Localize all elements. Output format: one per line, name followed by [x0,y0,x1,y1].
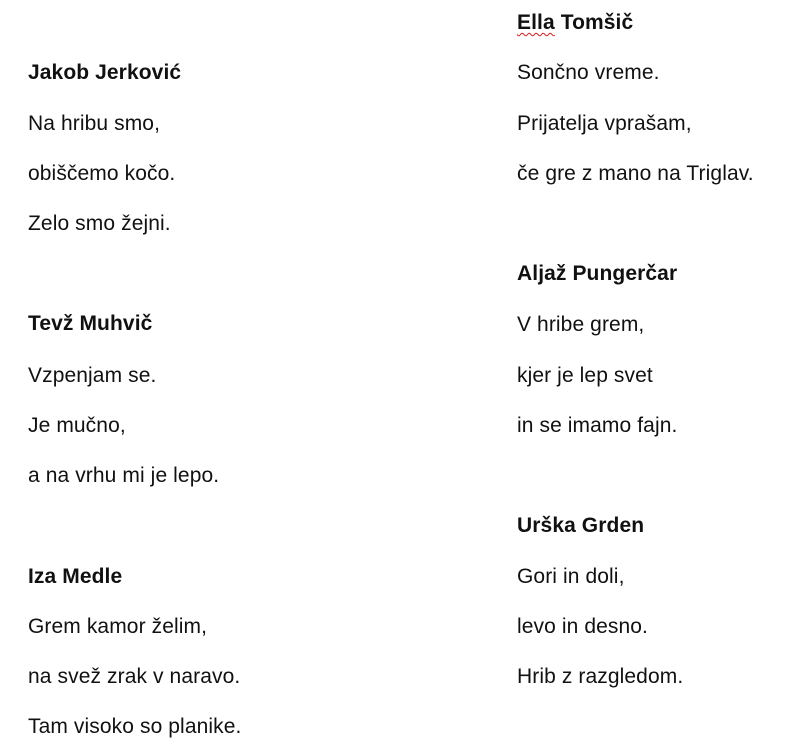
poem-line: in se imamo fajn. [517,414,678,437]
poem-line: Vzpenjam se. [28,364,157,387]
poem-author-surname: Tomšič [554,11,634,34]
poem-line: Tam visoko so planike. [28,715,242,738]
poem-author: Aljaž Pungerčar [517,262,678,285]
poem-line: V hribe grem, [517,313,645,336]
poem-line: kjer je lep svet [517,364,653,387]
poem-line: Prijatelja vprašam, [517,112,692,135]
poem-author: Jakob Jerković [28,61,182,84]
poem-line: a na vrhu mi je lepo. [28,464,220,487]
poem-line: na svež zrak v naravo. [28,665,241,688]
poem-line: Zelo smo žejni. [28,212,171,235]
poem-line: Grem kamor želim, [28,615,208,638]
poem-line: obiščemo kočo. [28,162,176,185]
poem-line: Sončno vreme. [517,61,660,84]
poem-line: Hrib z razgledom. [517,665,684,688]
poem-line: Na hribu smo, [28,112,161,135]
poem-author: Tevž Muhvič [28,312,153,335]
poem-author: Urška Grden [517,514,645,537]
spellcheck-flagged-word[interactable]: Ella [517,11,555,34]
poem-line: Gori in doli, [517,565,625,588]
poem-line: če gre z mano na Triglav. [517,162,754,185]
poem-author: Iza Medle [28,565,123,588]
poem-line: Je mučno, [28,414,126,437]
poem-line: levo in desno. [517,615,648,638]
poem-author [517,11,633,35]
